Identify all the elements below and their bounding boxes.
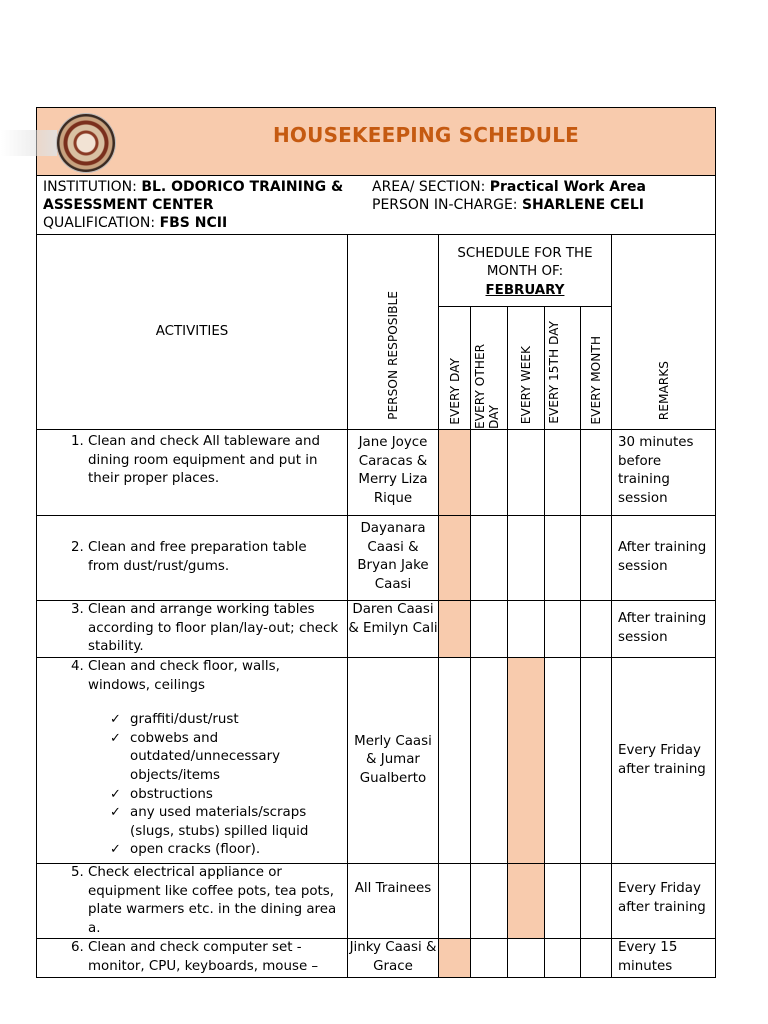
checklist-item: ✓ graffiti/dust/rust [110, 711, 341, 730]
checklist-item: ✓ obstructions [110, 786, 341, 805]
housekeeping-schedule-sheet [36, 107, 715, 978]
person-cell: Daren Caasi & Emilyn Cali [348, 601, 439, 658]
table-row [37, 516, 716, 601]
title-banner [37, 108, 716, 176]
freq-every-month-cell [581, 864, 612, 939]
checklist [88, 711, 341, 860]
remarks-cell: Every Friday after training [612, 864, 716, 939]
institution-label: INSTITUTION: [43, 179, 142, 195]
activity-cell [37, 601, 348, 658]
freq-every-15th-day-cell [545, 658, 581, 864]
remarks-cell: After training session [612, 601, 716, 658]
freq-every-day-cell [439, 658, 471, 864]
freq-every-month-cell [581, 601, 612, 658]
schedule-month: FEBRUARY [485, 282, 565, 298]
freq-header-every-15th-day: EVERY 15TH DAY [546, 320, 561, 424]
area-value: Practical Work Area [489, 179, 646, 195]
info-block [37, 176, 716, 235]
table-row [37, 658, 716, 864]
seal-shadow [1, 130, 57, 156]
freq-every-day-cell [439, 430, 471, 516]
freq-every-15th-day-cell [545, 601, 581, 658]
checklist-item: ✓ cobwebs and outdated/unnecessary objects/items [110, 730, 341, 786]
freq-header-every-15th-day-cell [545, 307, 581, 430]
person-cell: Jinky Caasi & Grace [348, 939, 439, 977]
activity-cell [37, 516, 348, 601]
freq-header-every-week: EVERY WEEK [519, 346, 533, 425]
activity-text: 2. Clean and free preparation table from dust/rust/gums. [88, 539, 341, 576]
institution-seal-logo [57, 114, 115, 172]
remarks-cell: After training session [612, 516, 716, 601]
freq-header-every-other-day-cell [471, 307, 508, 430]
table-row [37, 601, 716, 658]
area-label: AREA/ SECTION: [372, 179, 490, 195]
freq-header-every-day: EVERY DAY [447, 357, 462, 425]
activities-header: ACTIVITIES [37, 235, 348, 430]
freq-every-month-cell [581, 939, 612, 977]
qualification-value: FBS NCII [159, 215, 228, 231]
freq-every-15th-day-cell [545, 939, 581, 977]
checklist-item: ✓ any used materials/scraps (slugs, stubs) spilled liquid [110, 804, 341, 841]
freq-every-day-cell [439, 516, 471, 601]
person-cell: Jane Joyce Caracas & Merry Liza Rique [348, 430, 439, 516]
schedule-caption: SCHEDULE FOR THE MONTH OF: [457, 245, 593, 280]
freq-every-week-cell [508, 658, 545, 864]
table-row [37, 430, 716, 516]
freq-every-day-cell [439, 601, 471, 658]
checklist-item: ✓ open cracks (floor). [110, 841, 341, 860]
table-row [37, 864, 716, 939]
activity-cell [37, 864, 348, 939]
activity-cell [37, 658, 348, 864]
activity-text: 3. Clean and arrange working tables according to floor plan/lay-out; check stability. [88, 601, 341, 657]
activity-text: 5. Check electrical appliance or equipment like coffee pots, tea pots, plate warmers etc. in the dining area a. [88, 864, 341, 938]
qualification-label: QUALIFICATION: [43, 215, 160, 231]
schedule-header [439, 235, 612, 307]
freq-header-every-month: EVERY MONTH [589, 335, 603, 425]
person-cell: All Trainees [348, 864, 439, 939]
document-title: HOUSEKEEPING SCHEDULE [272, 123, 580, 147]
institution-value: BL. ODORICO TRAINING & ASSESSMENT CENTER [43, 179, 344, 213]
freq-every-month-cell [581, 430, 612, 516]
person-in-charge-value: SHARLENE CELI [521, 197, 644, 213]
freq-every-day-cell [439, 939, 471, 977]
activity-cell [37, 430, 348, 516]
remarks-cell: Every 15 minutes [612, 939, 716, 977]
person-header-cell [348, 235, 439, 430]
activity-text: 1. Clean and check All tableware and dining room equipment and put in their proper places. [88, 433, 341, 489]
freq-every-day-cell [439, 864, 471, 939]
freq-every-week-cell [508, 601, 545, 658]
activity-text: 6. Clean and check computer set - monitor, CPU, keyboards, mouse – [88, 939, 341, 976]
freq-every-week-cell [508, 939, 545, 977]
freq-header-every-month-cell [581, 307, 612, 430]
freq-every-other-day-cell [471, 864, 508, 939]
person-cell: Dayanara Caasi & Bryan Jake Caasi [348, 516, 439, 601]
table-row [37, 939, 716, 977]
freq-every-other-day-cell [471, 939, 508, 977]
freq-every-week-cell [508, 516, 545, 601]
freq-every-other-day-cell [471, 430, 508, 516]
freq-every-month-cell [581, 658, 612, 864]
freq-every-15th-day-cell [545, 864, 581, 939]
freq-every-15th-day-cell [545, 430, 581, 516]
info-right [372, 178, 646, 232]
schedule-table [36, 107, 716, 978]
freq-every-week-cell [508, 864, 545, 939]
remarks-cell: Every Friday after training [612, 658, 716, 864]
freq-header-every-other-day: EVERY OTHER DAY [473, 343, 501, 429]
remarks-header: REMARKS [656, 360, 671, 420]
remarks-cell: 30 minutes before training session [612, 430, 716, 516]
person-header: PERSON RESPOSIBLE [386, 291, 400, 420]
freq-every-other-day-cell [471, 516, 508, 601]
freq-every-month-cell [581, 516, 612, 601]
freq-every-other-day-cell [471, 658, 508, 864]
freq-header-every-day-cell [439, 307, 471, 430]
activity-cell [37, 939, 348, 977]
person-in-charge-label: PERSON IN-CHARGE: [372, 197, 522, 213]
person-cell: Merly Caasi & Jumar Gualberto [348, 658, 439, 864]
freq-every-other-day-cell [471, 601, 508, 658]
remarks-header-cell [612, 235, 716, 430]
freq-every-15th-day-cell [545, 516, 581, 601]
activity-text: Clean and check floor, walls, windows, ceilings [88, 659, 280, 693]
freq-header-every-week-cell [508, 307, 545, 430]
info-left [43, 178, 372, 232]
freq-every-week-cell [508, 430, 545, 516]
